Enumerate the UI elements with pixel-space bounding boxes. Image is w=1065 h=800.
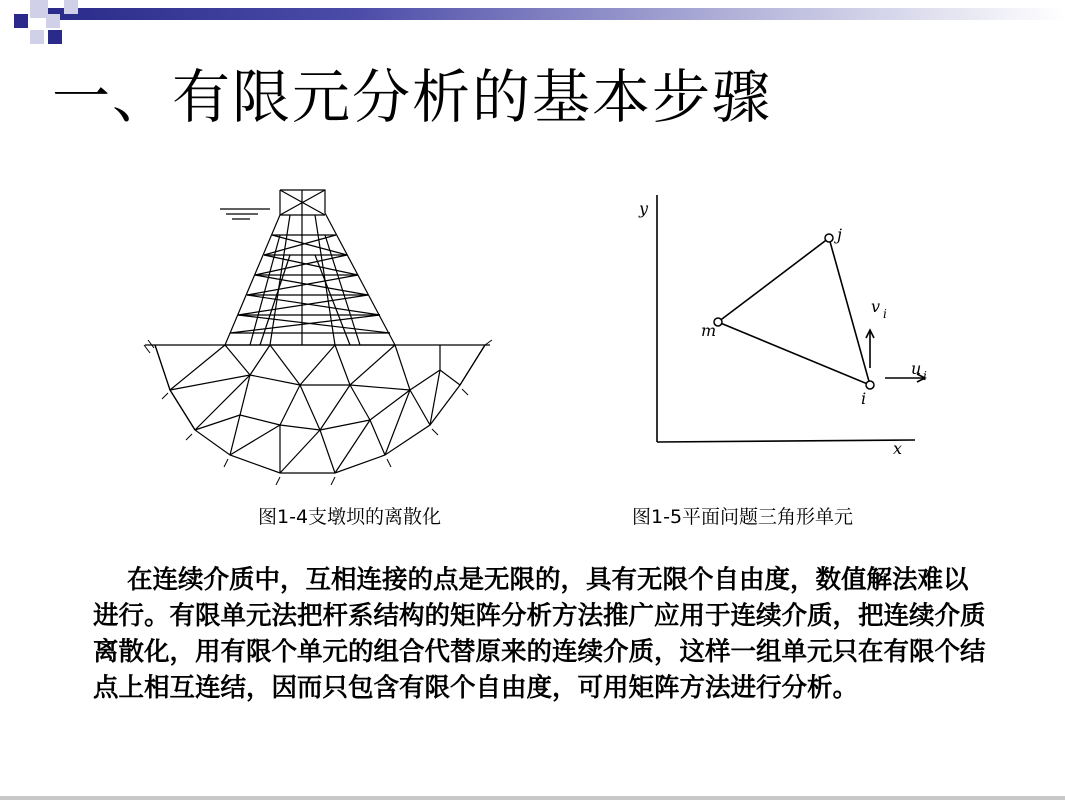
slide-bottom-border <box>0 796 1065 800</box>
node-label-j: j <box>837 225 842 244</box>
figure-caption-triangle: 图1-5平面问题三角形单元 <box>632 506 854 528</box>
dam-mesh-figure <box>140 185 500 485</box>
vector-label-u: u <box>911 359 922 378</box>
node-label-i: i <box>861 389 867 408</box>
axis-label-y: y <box>639 199 649 218</box>
node-j <box>825 234 833 242</box>
node-label-m: m <box>701 321 717 340</box>
triangle-element-figure <box>635 190 935 465</box>
node-i <box>866 381 874 389</box>
axis-label-x: x <box>893 439 903 458</box>
decor-square <box>14 14 28 28</box>
gradient-bar <box>48 8 1065 20</box>
vector-label-v: v <box>871 297 881 316</box>
decor-square <box>48 30 62 44</box>
vector-label-u-subscript: i <box>923 369 927 383</box>
slide-header-decoration <box>0 0 1065 52</box>
decor-square <box>30 30 44 44</box>
figure-caption-dam: 图1-4支墩坝的离散化 <box>258 506 442 528</box>
decor-square <box>46 14 60 28</box>
body-paragraph: 在连续介质中，互相连接的点是无限的，具有无限个自由度，数值解法难以进行。有限单元法把杆系结构的矩阵分析方法推广应用于连续介质，把连续介质离散化，用有限个单元的组合代替原来的连续介质，这样一组单元只在有限个结点上相互连结，因而只包含有限个自由度，可用矩阵方法进行分析。 <box>93 565 986 703</box>
slide-title: 一、有限元分析的基本步骤 <box>52 63 773 131</box>
vector-label-v-subscript: i <box>883 307 887 321</box>
decor-square <box>64 0 78 14</box>
